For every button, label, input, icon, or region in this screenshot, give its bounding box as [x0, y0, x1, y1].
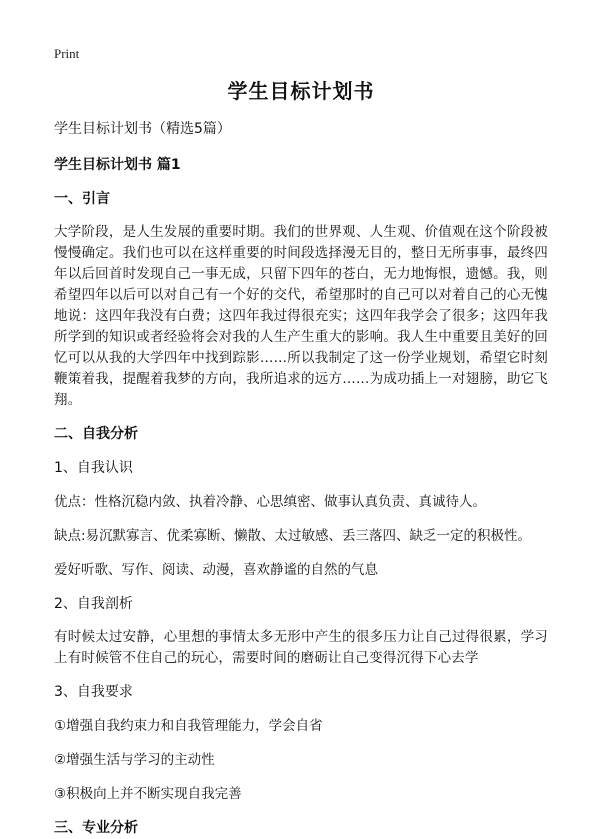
hobbies-line: 爱好听歌、写作、阅读、动漫，喜欢静谧的自然的气息 — [54, 562, 378, 578]
section-heading-self-analysis: 二、自我分析 — [54, 426, 138, 442]
document-title: 学生目标计划书 — [227, 79, 375, 103]
weaknesses-line: 缺点:易沉默寡言、优柔寡断、懒散、太过敏感、丢三落四、缺乏一定的积极性。 — [54, 528, 532, 544]
requirement-item: ①增强自我约束力和自我管理能力，学会自省 — [54, 718, 323, 734]
subheading-self-dissection: 2、自我剖析 — [54, 596, 133, 612]
dissection-paragraph: 有时候太过安静，心里想的事情太多无形中产生的很多压力让自己过得很累，学习上有时候管不住自己的玩心，需要时间的磨砺让自己变得沉得下心去学 — [54, 629, 548, 666]
section-heading-major-analysis: 三、专业分析 — [54, 820, 138, 836]
subheading-self-recognition: 1、自我认识 — [54, 460, 133, 476]
print-label: Print — [54, 46, 80, 61]
requirement-item: ②增强生活与学习的主动性 — [54, 752, 215, 768]
subheading-self-requirements: 3、自我要求 — [54, 684, 133, 700]
section-heading-intro: 一、引言 — [54, 191, 110, 207]
document-subtitle: 学生目标计划书（精选5篇） — [54, 121, 231, 137]
intro-paragraph: 大学阶段，是人生发展的重要时期。我们的世界观、人生观、价值观在这个阶段被慢慢确定。我们也可以在这样重要的时间段选择漫无目的，整日无所事事，最终四年以后回首时发现自己一事无成，只留下四年的苍白，无力地悔恨，遗憾。我，则希望四年以后可以对自己有一个好的交代，希望那时的自己可以对着自己的心无愧地说：这四年我没有白费；这四年我过得很充实；这四年我学会了很多；这四年我所学到的知识或者经验将会对我的人生产生重大的影响。我人生中重要且美好的回忆可以从我的大学四年中找到踪影……所以我制定了这一份学业规划，希望它时刻鞭策着我，提醒着我梦的方向，我所追求的远方……为成功插上一对翅膀，助它飞翔。 — [54, 224, 548, 408]
requirement-item: ③积极向上并不断实现自我完善 — [54, 786, 242, 802]
part-title: 学生目标计划书 篇1 — [54, 157, 181, 173]
strengths-line: 优点：性格沉稳内敛、执着冷静、心思缜密、做事认真负责、真诚待人。 — [54, 494, 486, 510]
